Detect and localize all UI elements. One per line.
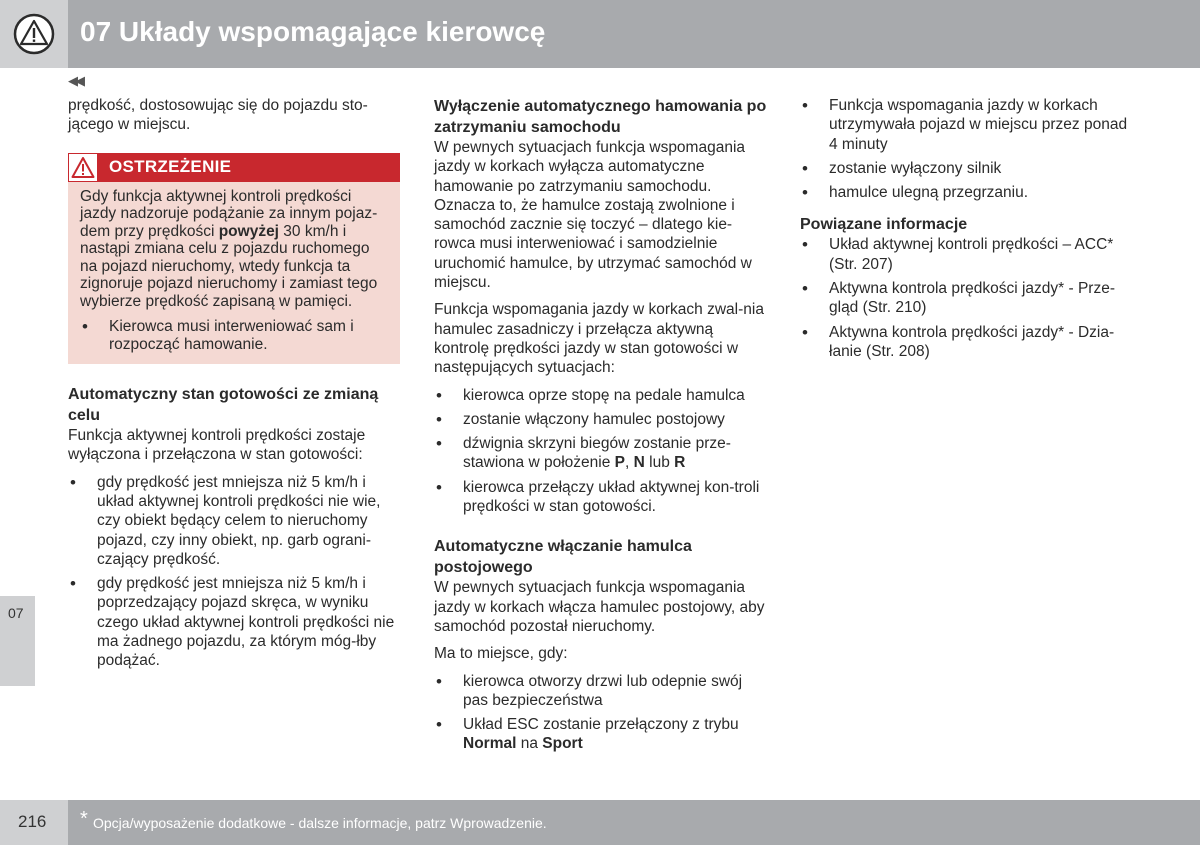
related-links-list [800, 235, 1134, 361]
list-item: • Układ ESC zostanie przełączony z trybu Normal na Sport [434, 715, 768, 754]
paragraph: W pewnych sytuacjach funkcja wspomagania jazdy w korkach wyłącza automatyczne hamowanie po zatrzymaniu samochodu. Oznacza to, że hamulce zostają zwolnione i samochód zacznie się toczyć – dlatego kie-rowca musi interweniować i samodzielnie uruchomić hamulce, by utrzymać samochód w miejscu. [434, 139, 752, 292]
related-link[interactable]: • Aktywna kontrola prędkości jazdy* - Dzia-łanie (Str. 208) [800, 323, 1134, 362]
column-2 [434, 96, 768, 762]
warning-body [68, 182, 400, 365]
warning-triangle-icon [71, 156, 95, 179]
related-link[interactable]: • Aktywna kontrola prędkości jazdy* - Prze-gląd (Str. 210) [800, 279, 1134, 318]
section-heading: Wyłączenie automatycznego hamowania po zatrzymaniu samochodu [434, 98, 767, 136]
page-number: 216 [18, 812, 47, 831]
list-item: • dźwignia skrzyni biegów zostanie prze-stawiona w położenie P, N lub R [434, 434, 768, 473]
list-item: • gdy prędkość jest mniejsza niż 5 km/h i poprzedzający pojazd skręca, w wyniku czego układ aktywnej kontroli prędkości nie ma żadnego pojazdu, za którym móg-łby podążać. [68, 574, 402, 670]
related-link[interactable]: • Układ aktywnej kontroli prędkości – ACC* (Str. 207) [800, 235, 1134, 274]
related-info-heading: Powiązane informacje [800, 216, 968, 234]
section-intro: Funkcja aktywnej kontroli prędkości zostaje wyłączona i przełączona w stan gotowości: [68, 427, 366, 464]
column-3 [800, 96, 1134, 369]
section-heading: Automatyczny stan gotowości ze zmianą celu [68, 386, 379, 425]
paragraph: Funkcja wspomagania jazdy w korkach zwal-nia hamulec zasadniczy i przełącza aktywną kontrolę prędkości jazdy w stan gotowości w następujących sytuacjach: [434, 301, 764, 377]
warning-title: OSTRZEŻENIE [109, 156, 232, 176]
warning-icon-box [68, 153, 98, 182]
warning-bullet: • Kierowca musi interweniować sam i rozpocząć hamowanie. [80, 318, 390, 353]
list-item: • zostanie włączony hamulec postojowy [434, 410, 768, 429]
list-item: • gdy prędkość jest mniejsza niż 5 km/h i układ aktywnej kontroli prędkości nie wie, czy obiekt będący celem to nieruchomy pojazd, czy inny obiekt, np. garb ograni-czający prędkość. [68, 473, 402, 569]
bullet-list [800, 96, 1134, 202]
list-item: • kierowca przełączy układ aktywnej kon-troli prędkości w stan gotowości. [434, 478, 768, 517]
warning-text: Gdy funkcja aktywnej kontroli prędkości jazdy nadzoruje podążanie za innym pojaz-dem przy prędkości powyżej 30 km/h i nastąpi zmiana celu z pojazdu ruchomego na pojazd nieruchomy, wtedy funkcja ta zignoruje pojazd nieruchomy i zamiast tego wybierze prędkość zapisaną w pamięci. [80, 187, 378, 310]
back-arrows-icon[interactable]: ◀◀ [68, 73, 82, 88]
bullet-list [434, 386, 768, 517]
footer-note: Opcja/wyposażenie dodatkowe - dalsze informacje, patrz Wprowadzenie. [93, 815, 547, 831]
warning-triangle-icon [13, 13, 55, 55]
bullet-list [68, 473, 402, 671]
column-1 [68, 96, 402, 679]
bullet-list [434, 672, 768, 754]
warning-header [68, 153, 400, 182]
page-title: 07 Układy wspomagające kierowcę [80, 16, 546, 47]
section-heading: Automatyczne włączanie hamulca postojowego [434, 538, 692, 577]
footer-star: * [80, 808, 88, 830]
paragraph: Ma to miejsce, gdy: [434, 645, 568, 663]
list-item: • zostanie wyłączony silnik [800, 159, 1134, 178]
paragraph: W pewnych sytuacjach funkcja wspomagania jazdy w korkach włącza hamulec postojowy, aby samochód pozostał nieruchomy. [434, 579, 765, 635]
header-icon-box [0, 0, 68, 68]
chapter-side-tab-label: 07 [8, 605, 24, 621]
list-item: • Funkcja wspomagania jazdy w korkach utrzymywała pojazd w miejscu przez ponad 4 minuty [800, 96, 1134, 154]
list-item: • kierowca otworzy drzwi lub odepnie swój pas bezpieczeństwa [434, 672, 768, 711]
intro-paragraph: prędkość, dostosowując się do pojazdu sto-jącego w miejscu. [68, 97, 368, 134]
warning-box [68, 153, 400, 365]
list-item: • hamulce ulegną przegrzaniu. [800, 183, 1134, 202]
warning-bullet-list [80, 318, 390, 353]
list-item: • kierowca oprze stopę na pedale hamulca [434, 386, 768, 405]
